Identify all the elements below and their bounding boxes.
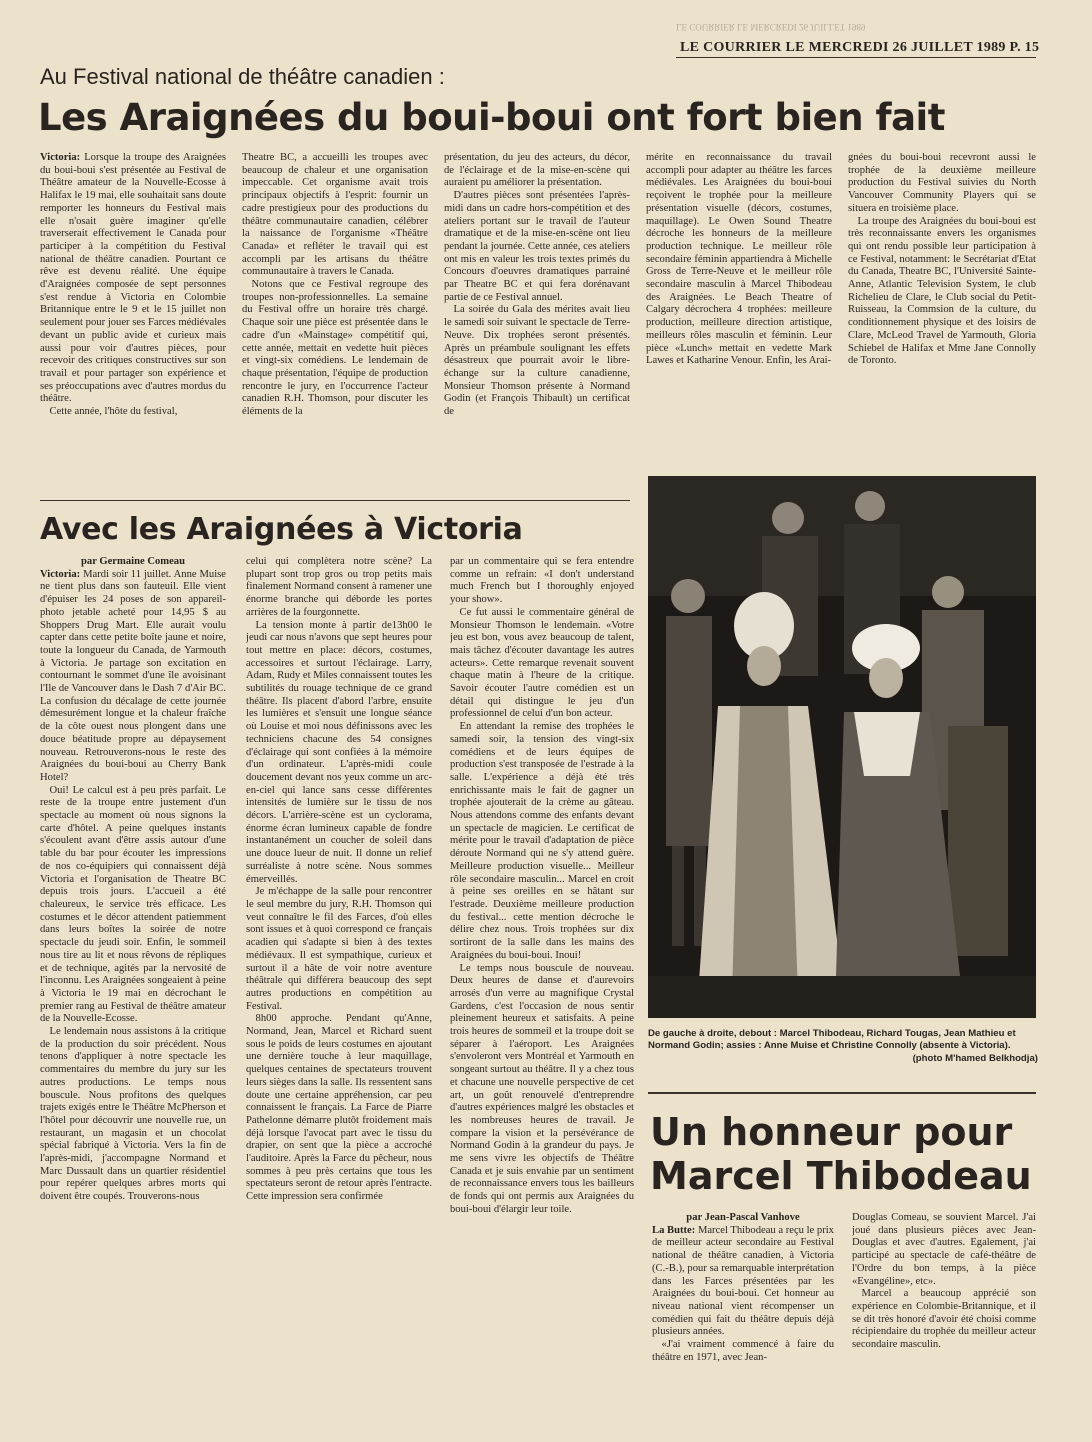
byline: par Jean-Pascal Vanhove	[686, 1212, 800, 1223]
paragraph: Lorsque la troupe des Araignées du boui-boui s'est présentée au Festival de Théâtre amateur de la Nouvelle-Ecosse à Halifax le 19 mai, elle souhaitait sans doute remporter les honneurs du Festival mais elle n'osait guère imaginer qu'elle traverserait effectivement le Canada pour participer à la compétition du Festival national de théâtre canadien. Pourtant ce rêve est devenu réalité. Une équipe d'Araignées composée de sept personnes s'est rendue à Victoria en Colombie Britannique entre le 9 et le 15 juillet non seulement pour jouer ses Farces médiévales devant un public avide et curieux mais aussi pour voir d'autres pièces, pour recevoir des critiques constructives sur son travail et pour partager son expérience et ses préoccupations avec d'autres mordus du théâtre.	[40, 152, 226, 405]
paragraph: Je m'échappe de la salle pour rencontrer le seul membre du jury, R.H. Thomson qui veut connaître le fil des Farces, d'où elles sont issues et à quoi correspond ce français acadien qui s'adapte si bien à des textes médiévaux. Il est sympathique, curieux et surtout il a hâte de voir notre aventure théâtrale qui différera beaucoup des sept autres productions en compétition au Festival.	[246, 886, 432, 1012]
paragraph: Marcel a beaucoup apprécié son expérience en Colombie-Britannique, et il se dit très honoré d'avoir été choisi comme récipiendaire du trophée du meilleur acteur secondaire masculin.	[852, 1288, 1036, 1351]
dateline: Victoria:	[40, 152, 81, 163]
article2-column-3	[450, 556, 634, 1400]
photo-illustration	[648, 476, 1036, 1018]
paragraph: La troupe des Araignées du boui-boui est très reconnaissante envers les organismes qui ont rendu possible leur participation à ce Festival, notamment: le Secrétariat d'Etat du Canada, Theatre BC, l'Université Sainte-Anne, Atlantic Television System, le club Richelieu de Clare, le Club social du Petit-Ruisseau, la Commsion de la culture, du conditionnement physique et des loisirs de Clare, McLeod Travel de Yarmouth, Gloria Schiebel de Halifax et Mme Jane Connolly de Toronto.	[848, 215, 1036, 367]
paragraph: Cette année, l'hôte du festival,	[49, 406, 178, 418]
paragraph: Le temps nous bouscule de nouveau. Deux heures de danse et d'aurevoirs arrosés d'un verre au magnifique Crystal Gardens, c'est l'occasion de nous sentir pleinement heureux et satisfaits. A peine trois heures de sommeil et la troupe doit se séparer à l'aéroport. Les Araignées s'envoleront vers Montréal et Yarmouth en songeant surtout au théâtre. Il y a chez tous et chacune une nouvelle perspective de cet art, un goût renouvelé d'entreprendre d'autres expériences malgré les obstacles et les nombreuses heures de travail. Je compare la vision et la persévérance de Normand Godin à la grandeur du pays. Je me sens vivre les objectifs de Théâtre Canada et je suis envahie par un sentiment de reconnaissance envers tous les bailleurs de fonds qui ont permis aux Araignées du boui-boui d'élargir leur toile.	[450, 962, 634, 1215]
header-rule	[676, 57, 1036, 58]
article2-column-1	[40, 556, 226, 1400]
photo-caption	[648, 1028, 1038, 1065]
paragraph: «J'ai vraiment commencé à faire du théâtre en 1971, avec Jean-	[652, 1339, 834, 1363]
dateline: Victoria:	[40, 568, 81, 580]
paragraph: 8h00 approche. Pendant qu'Anne, Normand, Jean, Marcel et Richard suent sous le poids de leurs costumes en ajoutant une dernière touche à leur maquillage, quelques centaines de spectateurs trouvent leurs sièges dans la salle. Ils ressentent sans doute une certaine appréhension, car peu connaissent le français. La Farce de Piarre Pathelonne démarre plutôt froidement mais déjà lorsque l'avocat part avec le tissu du drapier, on sent que la pièce a accroché l'auditoire. Après la Farce du pêcheur, nous sommes à peu près certains que tous les spectateurs seront de retour après l'entracte. Cette impression sera confirmée	[246, 1013, 432, 1203]
troupe-photo	[648, 476, 1036, 1018]
article2-column-2	[246, 556, 432, 1400]
headline-line: Marcel Thibodeau	[650, 1154, 1032, 1198]
article3-column-1	[652, 1212, 834, 1400]
paragraph: Notons que ce Festival regroupe des troupes non-professionnelles. La semaine du Festival offre un horaire très chargé. Chaque soir une pièce est présentée dans le cadre d'un «Mainstage» compétitif qui, cette année, mettait en vedette huit pièces et vingt-six comédiens. Le lendemain de chaque présentation, l'équipe de production rencontre le jury, en l'occurrence l'acteur canadien R.H. Thomson, pour discuter les éléments de la	[242, 279, 428, 418]
paragraph: La soirée du Gala des mérites avait lieu le samedi soir suivant le spectacle de Terre-Neuve. Dix trophées seront présentés. Après un préambule soulignant les effets désastreux que pourrait avoir le libre-échange sur la culture canadienne, Monsieur Thomson présente à Normand Godin (et François Thibault) un certificat de	[444, 304, 630, 418]
paragraph: Ce fut aussi le commentaire général de Monsieur Thomson le lendemain. «Votre jeu est bon, vous avez beaucoup de talent, mais tâchez d'écouter davantage les autres acteurs». Cette remarque revenait souvent chaque matin à l'heure de la critique. Savoir écouter l'autre comédien est un détail qui distingue le jeu d'un professionnel de celui d'un bon acteur.	[450, 606, 634, 720]
paragraph: par un commentaire qui se fera entendre comme un refrain: «I don't understand much French but I thoroughly enjoyed your show».	[450, 556, 634, 606]
article1-column-2	[242, 152, 428, 488]
article1-kicker: Au Festival national de théâtre canadien :	[40, 64, 445, 89]
paragraph: gnées du boui-boui recevront aussi le trophée de la deuxième meilleure production du Festival suivies du North Vancouver Community Players qui se situera en troisième place.	[848, 152, 1036, 214]
paragraph: présentation, du jeu des acteurs, du décor, de l'éclairage et de la mise-en-scène qui auraient pu améliorer la présentation.	[444, 152, 630, 189]
bleed-through-text: LE COURRIER LE MERCREDI 26 JUILLET 1989	[676, 22, 866, 32]
article2-headline: Avec les Araignées à Victoria	[40, 512, 523, 547]
paragraph: En attendant la remise des trophées le samedi soir, la tension des vingt-six comédiens et de leurs équipes de production s'est transposée de l'estrade à la salle. L'expérience a déjà été très enrichissante mais le fait de gagner un trophée ajouterait de la crème au gâteau. Nous attendons comme des enfants devant un spectacle de magicien. Le certificat de mérite pour le travail d'adaptation de pièce déroute Normand qui ne s'y attend guère. Meilleure production visuelle... Meilleur rôle secondaire masculin... Marcel en croit à peine ses oreilles en se hâtant sur l'estrade. Deuxième meilleure production du festival... cette mention décroche le délire chez nous. Trois trophées sur dix sortiront de la salle dans les mains des Araignées du boui-boui. Inoui!	[450, 721, 634, 961]
paragraph: Oui! Le calcul est à peu près parfait. Le reste de la troupe entre justement d'un spectacle au moment où nous signons la carte d'hôtel. A peine quelques instants s'écoulent avant d'être assis autour d'une table du bar pour écouter les impressions de nos co-équipiers qui connaissent déjà Victoria et l'organisation de Theatre BC depuis trois jours. L'accueil a été chaleureux, le service très efficace. Les costumes et le décor attendent patiemment dans leurs boîtes la soirée de notre spectacle du jeudi soir. Enfin, le sommeil nous tire au lit et nous rêvons de répliques et de technique, agités par la nervosité de l'inconnu. Les Araignées songeaient à peine à Victoria le 19 mai en décrochant le premier rang au Festival de théâtre amateur de la Nouvelle-Ecosse.	[40, 784, 226, 1025]
paragraph: Le lendemain nous assistons à la critique de la production du soir précédent. Nous tenons d'appliquer à notre spectacle les commentaires du membre du jury sur les autres productions. Le temps nous bouscule. Nous profitons des quelques trajets exigés entre le Théâtre McPherson et l'hôtel pour découvrir une nouvelle rue, un restaurant, un magasin et un chocolat spécial fabriqué à Victoria. Vers la fin de l'après-midi, j'accompagne Normand et Marc Dussault dans un quartier résidentiel pour repérer quelques arbres morts qui doivent être coupés. Trouverons-nous	[40, 1026, 226, 1203]
paragraph: D'autres pièces sont présentées l'après-midi dans un cadre hors-compétition et des ateliers portant sur le travail de l'auteur dramatique et de la mise-en-scène ont lieu pendant la journée. Cette année, ces ateliers ont mis en valeur les trois textes primés du Concours d'oeuvres dramatiques parrainé par Theatre BC et qui fera dorénavant partie de ce Festival annuel.	[444, 190, 630, 303]
byline: par Germaine Comeau	[81, 556, 185, 567]
paragraph: celui qui complètera notre scène? La plupart sont trop gros ou trop petits mais finalement Normand consent à ramener une énorme branche qui déborde les portes arrières de la fourgonnette.	[246, 556, 432, 618]
article3-headline	[650, 1110, 1032, 1198]
section-rule	[40, 500, 630, 501]
article1-column-4	[646, 152, 832, 432]
article1-column-3	[444, 152, 630, 488]
article3-column-2	[852, 1212, 1036, 1400]
page-header: LE COURRIER LE MERCREDI 26 JUILLET 1989 P. 15	[680, 40, 1040, 55]
paragraph: Mardi soir 11 juillet. Anne Muise ne tient plus dans son fauteuil. Elle vient d'épuiser les 24 poses de son appareil-photo jetable acheté pour 14,95 $ au Shoppers Drug Mart. Elle aurait voulu capter dans cette petite boîte jaune et noire, toute la longueur du Canada, de Yarmouth à Victoria. Je partage son excitation en contournant le sommet d'une île avoisinant l'Ile de Vancouver dans le Dash 7 d'Air BC. La confusion du décalage de cette journée démesurément longue et la chaleur fraîche de la côte ouest nous plongent dans une douce béatitude propre au dépaysement nouveau. Retrouverons-nous le reste des Araignées du boui-boui au Cherry Bank Hotel?	[40, 568, 226, 783]
caption-text: De gauche à droite, debout : Marcel Thibodeau, Richard Tougas, Jean Mathieu et Normand Godin; assies : Anne Muise et Christine Connolly (absente à Victoria).	[648, 1028, 1016, 1052]
article1-headline: Les Araignées du boui-boui ont fort bien fait	[38, 96, 945, 139]
paragraph: mérite en reconnaissance du travail accompli pour adapter au théâtre les farces médiévales. Les Araignées du boui-boui reçoivent le trophée pour la meilleure présentation visuelle (décors, costumes, maquillage). Le Owen Sound Theatre décroche les honneurs de la meilleure production technique. Le meilleur rôle secondaire féminin appartiendra à Michelle Gross de Terre-Neuve et le meilleur rôle secondaire masculin à Marcel Thibodeau des Araignées. Le Beach Theatre of Calgary décrochera 4 trophées: meilleure production, meilleure direction artistique, meilleurs rôles masculin et féminin. Leur pièce «Lunch» mettait en vedette Mark Lawes et Katharine Venour. Enfin, les Arai-	[646, 152, 832, 367]
article1-column-5	[848, 152, 1036, 432]
paragraph: Theatre BC, a accueilli les troupes avec beaucoup de chaleur et une organisation impeccable. Cet organisme avait trois principaux objectifs à l'esprit: fournir un cadre prestigieux pour des productions du théâtre communautaire canadien, célébrer la naissance de l'organisme «Théâtre Canada» et refléter le travail qui est accompli par les artisans du théâtre communautaire à travers le Canada.	[242, 152, 428, 278]
paragraph: Marcel Thibodeau a reçu le prix de meilleur acteur secondaire au Festival national de théâtre canadien, à Victoria (C.-B.), pour sa remarquable interprétation dans les Farces présentées par les Araignées du boui-boui. Cet honneur au niveau national vient récompenser un comédien qui fait du théâtre depuis déjà plusieurs années.	[652, 1224, 834, 1338]
dateline: La Butte:	[652, 1224, 696, 1236]
photo-credit: (photo M'hamed Belkhodja)	[912, 1052, 1038, 1064]
article1-column-1	[40, 152, 226, 488]
paragraph: Douglas Comeau, se souvient Marcel. J'ai joué dans plusieurs pièces avec Jean-Douglas et avec d'autres. Egalement, j'ai participé au spectacle de café-théâtre de l'Ordre du bon temps, à la pièce «Evangéline», etc».	[852, 1212, 1036, 1287]
section-rule	[648, 1092, 1036, 1094]
headline-line: Un honneur pour	[650, 1110, 1013, 1154]
paragraph: La tension monte à partir de13h00 le jeudi car nous n'avons que sept heures pour tout mettre en place: décors, costumes, accessoires et surtout l'éclairage. Larry, Adam, Rudy et Miles connaissent toutes les subtilités du rouage technique de ce grand théâtre. Ils placent d'abord l'arbre, ensuite les lumières et s'ensuit une longue séance où Louise et moi nous définissons avec les techniciens chacune des 54 consignes d'éclairage qui sont confiées à la mémoire d'un ordinateur. L'après-midi coule doucement devant nos yeux comme un arc-en-ciel qui lance sans cesse différentes intensités de lumière sur le tissu de nos décors. L'arrière-scène est un cyclorama, énorme écran lumineux capable de fondre instantanément un coucher de soleil dans une douce lueur de nuit. Il donne un relief surréaliste à notre scène. Nous sommes émerveillés.	[246, 619, 432, 885]
